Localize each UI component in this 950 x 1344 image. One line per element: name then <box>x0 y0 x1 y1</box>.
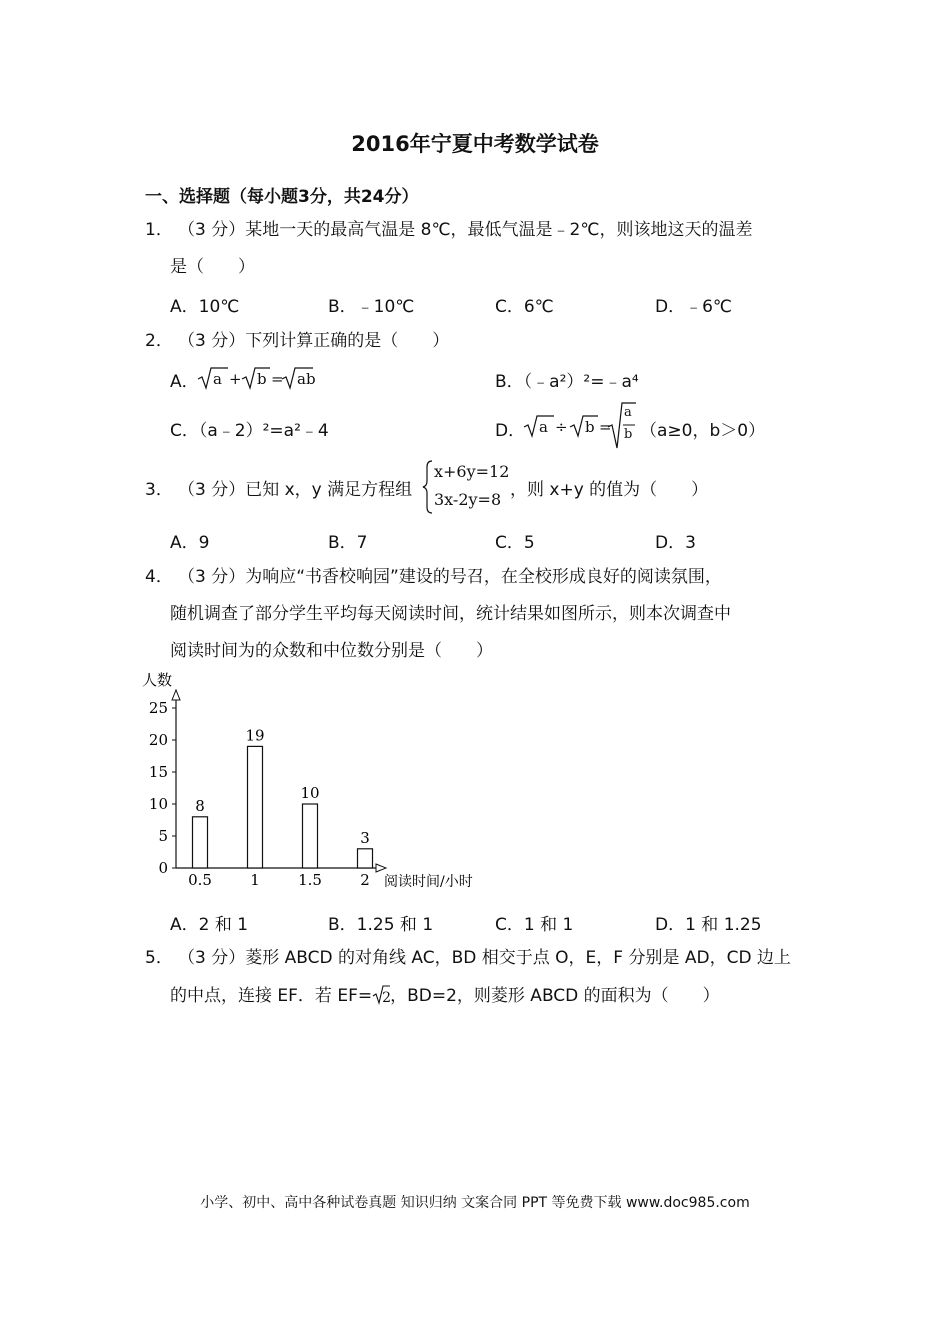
q4-option-b: B．1.25 和 1 <box>328 915 434 935</box>
y-axis-arrow-icon <box>172 690 180 700</box>
q5-number: 5． <box>145 948 173 968</box>
bar-data-label: 3 <box>360 828 370 847</box>
fraction-denominator: b <box>624 427 633 442</box>
q4-text-line2: 随机调查了部分学生平均每天阅读时间，统计结果如图所示，则本次调查中 <box>170 604 731 624</box>
q1-option-a: A．10℃ <box>170 297 240 317</box>
divide-sign: ÷ <box>555 418 568 436</box>
q3-option-c: C．5 <box>495 533 535 553</box>
sqrt-radicand: 2 <box>382 990 392 1006</box>
bar-data-label: 10 <box>300 784 320 802</box>
q2-option-a-label: A． <box>170 372 199 392</box>
bar <box>248 746 263 868</box>
bar <box>303 804 318 868</box>
q2-text: （3 分）下列计算正确的是（ ） <box>178 331 450 351</box>
y-tick-label: 15 <box>148 763 168 781</box>
plus-sign: + <box>229 370 242 388</box>
a-radicand: a <box>213 370 222 388</box>
q1-option-d: D．﹣6℃ <box>655 297 732 317</box>
q4-number: 4． <box>145 567 173 587</box>
b-radicand: b <box>257 370 267 388</box>
left-brace-icon <box>422 459 434 515</box>
q1-option-b: B．﹣10℃ <box>328 297 415 317</box>
q2-option-a-expr <box>196 362 316 392</box>
x-axis-arrow-icon <box>376 864 386 872</box>
bar <box>193 817 208 868</box>
q2-option-b <box>495 367 639 392</box>
q3-option-d: D．3 <box>655 533 696 553</box>
a-radicand: a <box>539 418 548 436</box>
y-axis-label: 人数 <box>142 671 173 689</box>
q1-text-line2: 是（ ） <box>170 257 255 277</box>
equation-system <box>422 459 512 515</box>
x-axis-label: 阅读时间/小时 <box>384 874 473 890</box>
bar-chart <box>140 665 500 895</box>
q2-option-b-expr: （﹣a²）²=﹣a⁴ <box>523 372 639 392</box>
y-tick-label: 10 <box>148 795 168 813</box>
y-tick-label: 0 <box>158 859 168 877</box>
sqrt-two <box>372 984 390 1004</box>
x-tick-label: 2 <box>360 871 370 889</box>
q4-option-d: D．1 和 1.25 <box>655 915 762 935</box>
y-tick-label: 20 <box>148 731 168 749</box>
q5-text-line1: （3 分）菱形 ABCD 的对角线 AC，BD 相交于点 O，E，F 分别是 AD，CD 边上 <box>178 948 791 968</box>
q4-text-line3: 阅读时间为的众数和中位数分别是（ ） <box>170 641 493 661</box>
ab-radicand: ab <box>297 370 316 388</box>
equation-1: x+6y=12 <box>434 462 510 481</box>
q2-option-d-condition: （a≥0，b＞0） <box>640 421 766 441</box>
equals-sign: = <box>271 370 284 388</box>
b-radicand: b <box>585 418 595 436</box>
section-heading: 一、选择题（每小题3分，共24分） <box>145 187 419 207</box>
q2-option-b-label: B． <box>495 372 524 392</box>
q3-option-b: B．7 <box>328 533 368 553</box>
y-tick-label: 25 <box>148 699 168 717</box>
y-tick-label: 5 <box>158 827 168 845</box>
q1-number: 1． <box>145 220 173 240</box>
equals-sign: = <box>599 418 612 436</box>
bar <box>358 849 373 868</box>
q2-option-c-expr: （a﹣2）²=a²﹣4 <box>198 421 329 441</box>
q2-option-c-label: C． <box>170 421 199 441</box>
q4-option-a: A．2 和 1 <box>170 915 249 935</box>
page-footer: 小学、初中、高中各种试卷真题 知识归纳 文案合同 PPT 等免费下载 www.doc985.com <box>200 1195 750 1211</box>
equation-2: 3x-2y=8 <box>434 490 502 509</box>
q3-text-pre: （3 分）已知 x，y 满足方程组 <box>178 480 413 500</box>
q1-option-c: C．6℃ <box>495 297 554 317</box>
q2-option-d-label: D． <box>495 421 526 441</box>
q2-option-c <box>170 416 329 441</box>
x-tick-label: 1.5 <box>298 871 322 889</box>
fraction-numerator: a <box>624 405 632 420</box>
q3-number: 3． <box>145 480 173 500</box>
q5-text-post: ，BD=2，则菱形 ABCD 的面积为（ ） <box>390 986 720 1006</box>
bar-data-label: 19 <box>245 726 265 745</box>
x-tick-label: 0.5 <box>188 871 212 889</box>
q5-text-pre: 的中点，连接 EF．若 EF= <box>170 986 373 1006</box>
q2-option-d-expr <box>522 400 642 450</box>
q1-text-line1: （3 分）某地一天的最高气温是 8℃，最低气温是﹣2℃，则该地这天的温差 <box>178 220 753 240</box>
q2-number: 2． <box>145 331 173 351</box>
x-tick-label: 1 <box>250 871 260 889</box>
page-title: 2016年宁夏中考数学试卷 <box>351 132 599 156</box>
q5-text-line2 <box>170 984 720 1008</box>
q4-option-c: C．1 和 1 <box>495 915 574 935</box>
bar-data-label: 8 <box>195 796 205 815</box>
q3-text-post: ，则 x+y 的值为（ ） <box>510 480 709 500</box>
q3-option-a: A．9 <box>170 533 210 553</box>
q4-text-line1: （3 分）为响应“书香校响园”建设的号召，在全校形成良好的阅读氛围， <box>178 567 722 587</box>
